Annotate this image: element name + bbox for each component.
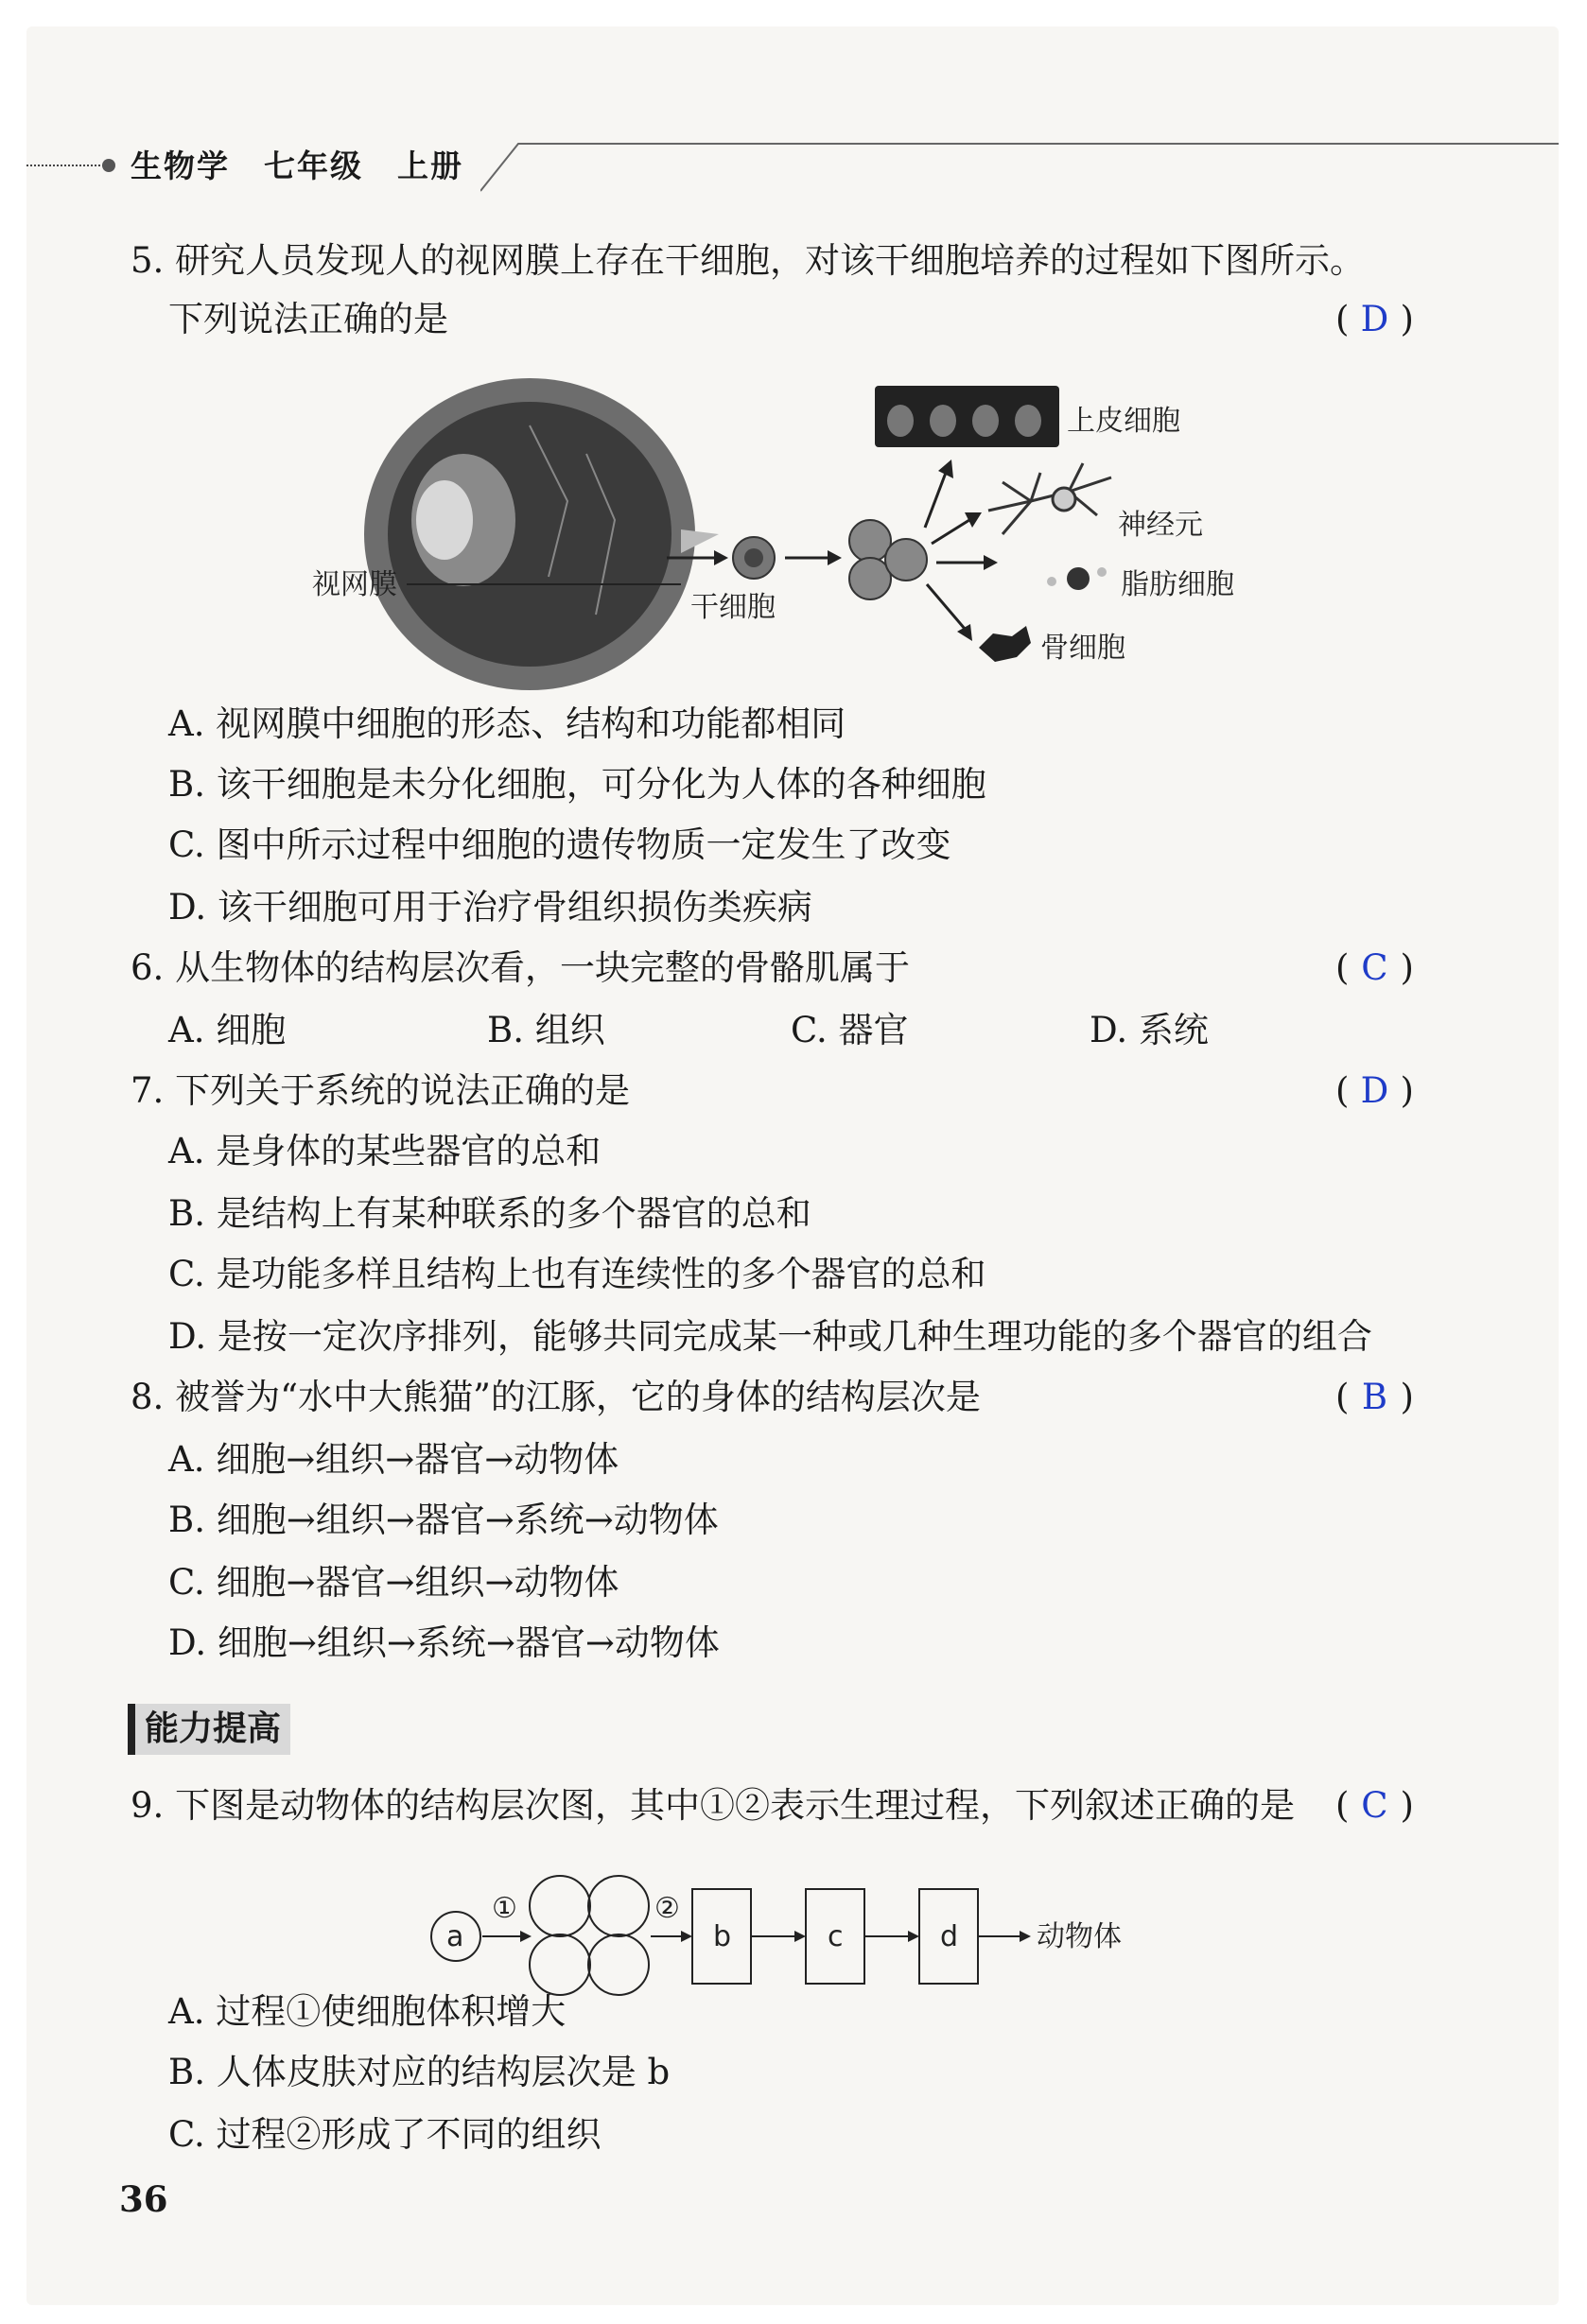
neuron-illustration [988, 463, 1111, 534]
step1-label: ① [492, 1892, 517, 1925]
fat-label: 脂肪细胞 [1121, 568, 1234, 601]
q5-stem-cell-figure [284, 369, 1324, 690]
q7-option-c: C. 是功能多样且结构上也有连续性的多个器官的总和 [168, 1254, 986, 1294]
bone-label: 骨细胞 [1040, 632, 1125, 665]
q6-option-c: C. 器官 [791, 1010, 909, 1050]
neuron-label: 神经元 [1118, 509, 1203, 542]
q8-answer-blank: ( B ) [1335, 1377, 1414, 1417]
node-a: a [446, 1920, 464, 1953]
epithelial-cells-illustration [875, 386, 1059, 447]
book-title [131, 142, 497, 186]
four-cell-cluster [530, 1876, 649, 1995]
q8-option-a: A. 细胞→组织→器官→动物体 [168, 1439, 619, 1480]
bone-cell-illustration [979, 626, 1031, 662]
q8-answer: B [1361, 1377, 1388, 1417]
q6-stem: 6. 从生物体的结构层次看，一块完整的骨骼肌属于 [131, 947, 911, 988]
q8-option-c: C. 细胞→器官→组织→动物体 [168, 1562, 619, 1603]
q6-option-b: B. 组织 [487, 1010, 605, 1050]
q5-answer-blank: ( D ) [1335, 299, 1414, 339]
grade: 七年级 [264, 147, 363, 184]
q7-answer-blank: ( D ) [1335, 1070, 1414, 1111]
header-slant-rule [480, 125, 1559, 200]
q7-option-b: B. 是结构上有某种联系的多个器官的总和 [168, 1193, 811, 1234]
header-dotted-rule [26, 165, 104, 166]
q5-answer: D [1360, 299, 1389, 339]
q6-answer: C [1361, 947, 1388, 988]
q7-answer: D [1360, 1070, 1389, 1111]
q7-option-a: A. 是身体的某些器官的总和 [168, 1131, 602, 1171]
q7-option-d: D. 是按一定次序排列，能够共同完成某一种或几种生理功能的多个器官的组合 [168, 1316, 1372, 1357]
book-header [26, 125, 1559, 200]
volume: 上册 [397, 147, 463, 184]
q5-option-d: D. 该干细胞可用于治疗骨组织损伤类疾病 [168, 887, 812, 928]
q6-answer-blank: ( C ) [1335, 947, 1414, 988]
page-number: 36 [119, 2178, 168, 2220]
q8-option-b: B. 细胞→组织→器官→系统→动物体 [168, 1500, 719, 1540]
fat-cell-illustration [1047, 567, 1107, 590]
q9-option-a: A. 过程①使细胞体积增大 [168, 1991, 567, 2032]
stem-cell-label: 干细胞 [690, 591, 776, 624]
q5-stem-line1: 5. 研究人员发现人的视网膜上存在干细胞，对该干细胞培养的过程如下图所示。 [131, 240, 1366, 281]
end-label: 动物体 [1037, 1920, 1122, 1953]
q9-stem: 9. 下图是动物体的结构层次图，其中①②表示生理过程，下列叙述正确的是 [131, 1785, 1296, 1826]
q5-stem-line2: 下列说法正确的是 [168, 299, 448, 339]
step2-label: ② [654, 1892, 680, 1925]
q9-hierarchy-diagram [397, 1859, 1248, 2001]
q6-option-d: D. 系统 [1090, 1010, 1209, 1050]
section-heading: 能力提高 [128, 1704, 290, 1755]
retina-label: 视网膜 [312, 568, 397, 601]
subject: 生物学 [131, 147, 230, 184]
node-b: b [713, 1920, 732, 1953]
node-c: c [828, 1920, 844, 1953]
q9-option-b: B. 人体皮肤对应的结构层次是 b [168, 2052, 671, 2092]
q8-option-d: D. 细胞→组织→系统→器官→动物体 [168, 1622, 720, 1663]
header-bullet-dot [102, 159, 115, 172]
q9-answer: C [1361, 1785, 1388, 1826]
q5-option-a: A. 视网膜中细胞的形态、结构和功能都相同 [168, 703, 846, 744]
q5-option-b: B. 该干细胞是未分化细胞，可分化为人体的各种细胞 [168, 764, 986, 805]
q8-stem: 8. 被誉为“水中大熊猫”的江豚，它的身体的结构层次是 [131, 1377, 981, 1417]
q7-stem: 7. 下列关于系统的说法正确的是 [131, 1070, 631, 1111]
q5-option-c: C. 图中所示过程中细胞的遗传物质一定发生了改变 [168, 824, 951, 865]
epithelial-label: 上皮细胞 [1067, 405, 1180, 438]
dividing-cell-cluster [849, 520, 927, 599]
node-d: d [940, 1920, 959, 1953]
q9-answer-blank: ( C ) [1335, 1785, 1414, 1826]
eyeball-illustration [364, 378, 719, 690]
q9-option-c: C. 过程②形成了不同的组织 [168, 2114, 602, 2155]
q6-option-a: A. 细胞 [168, 1010, 287, 1050]
